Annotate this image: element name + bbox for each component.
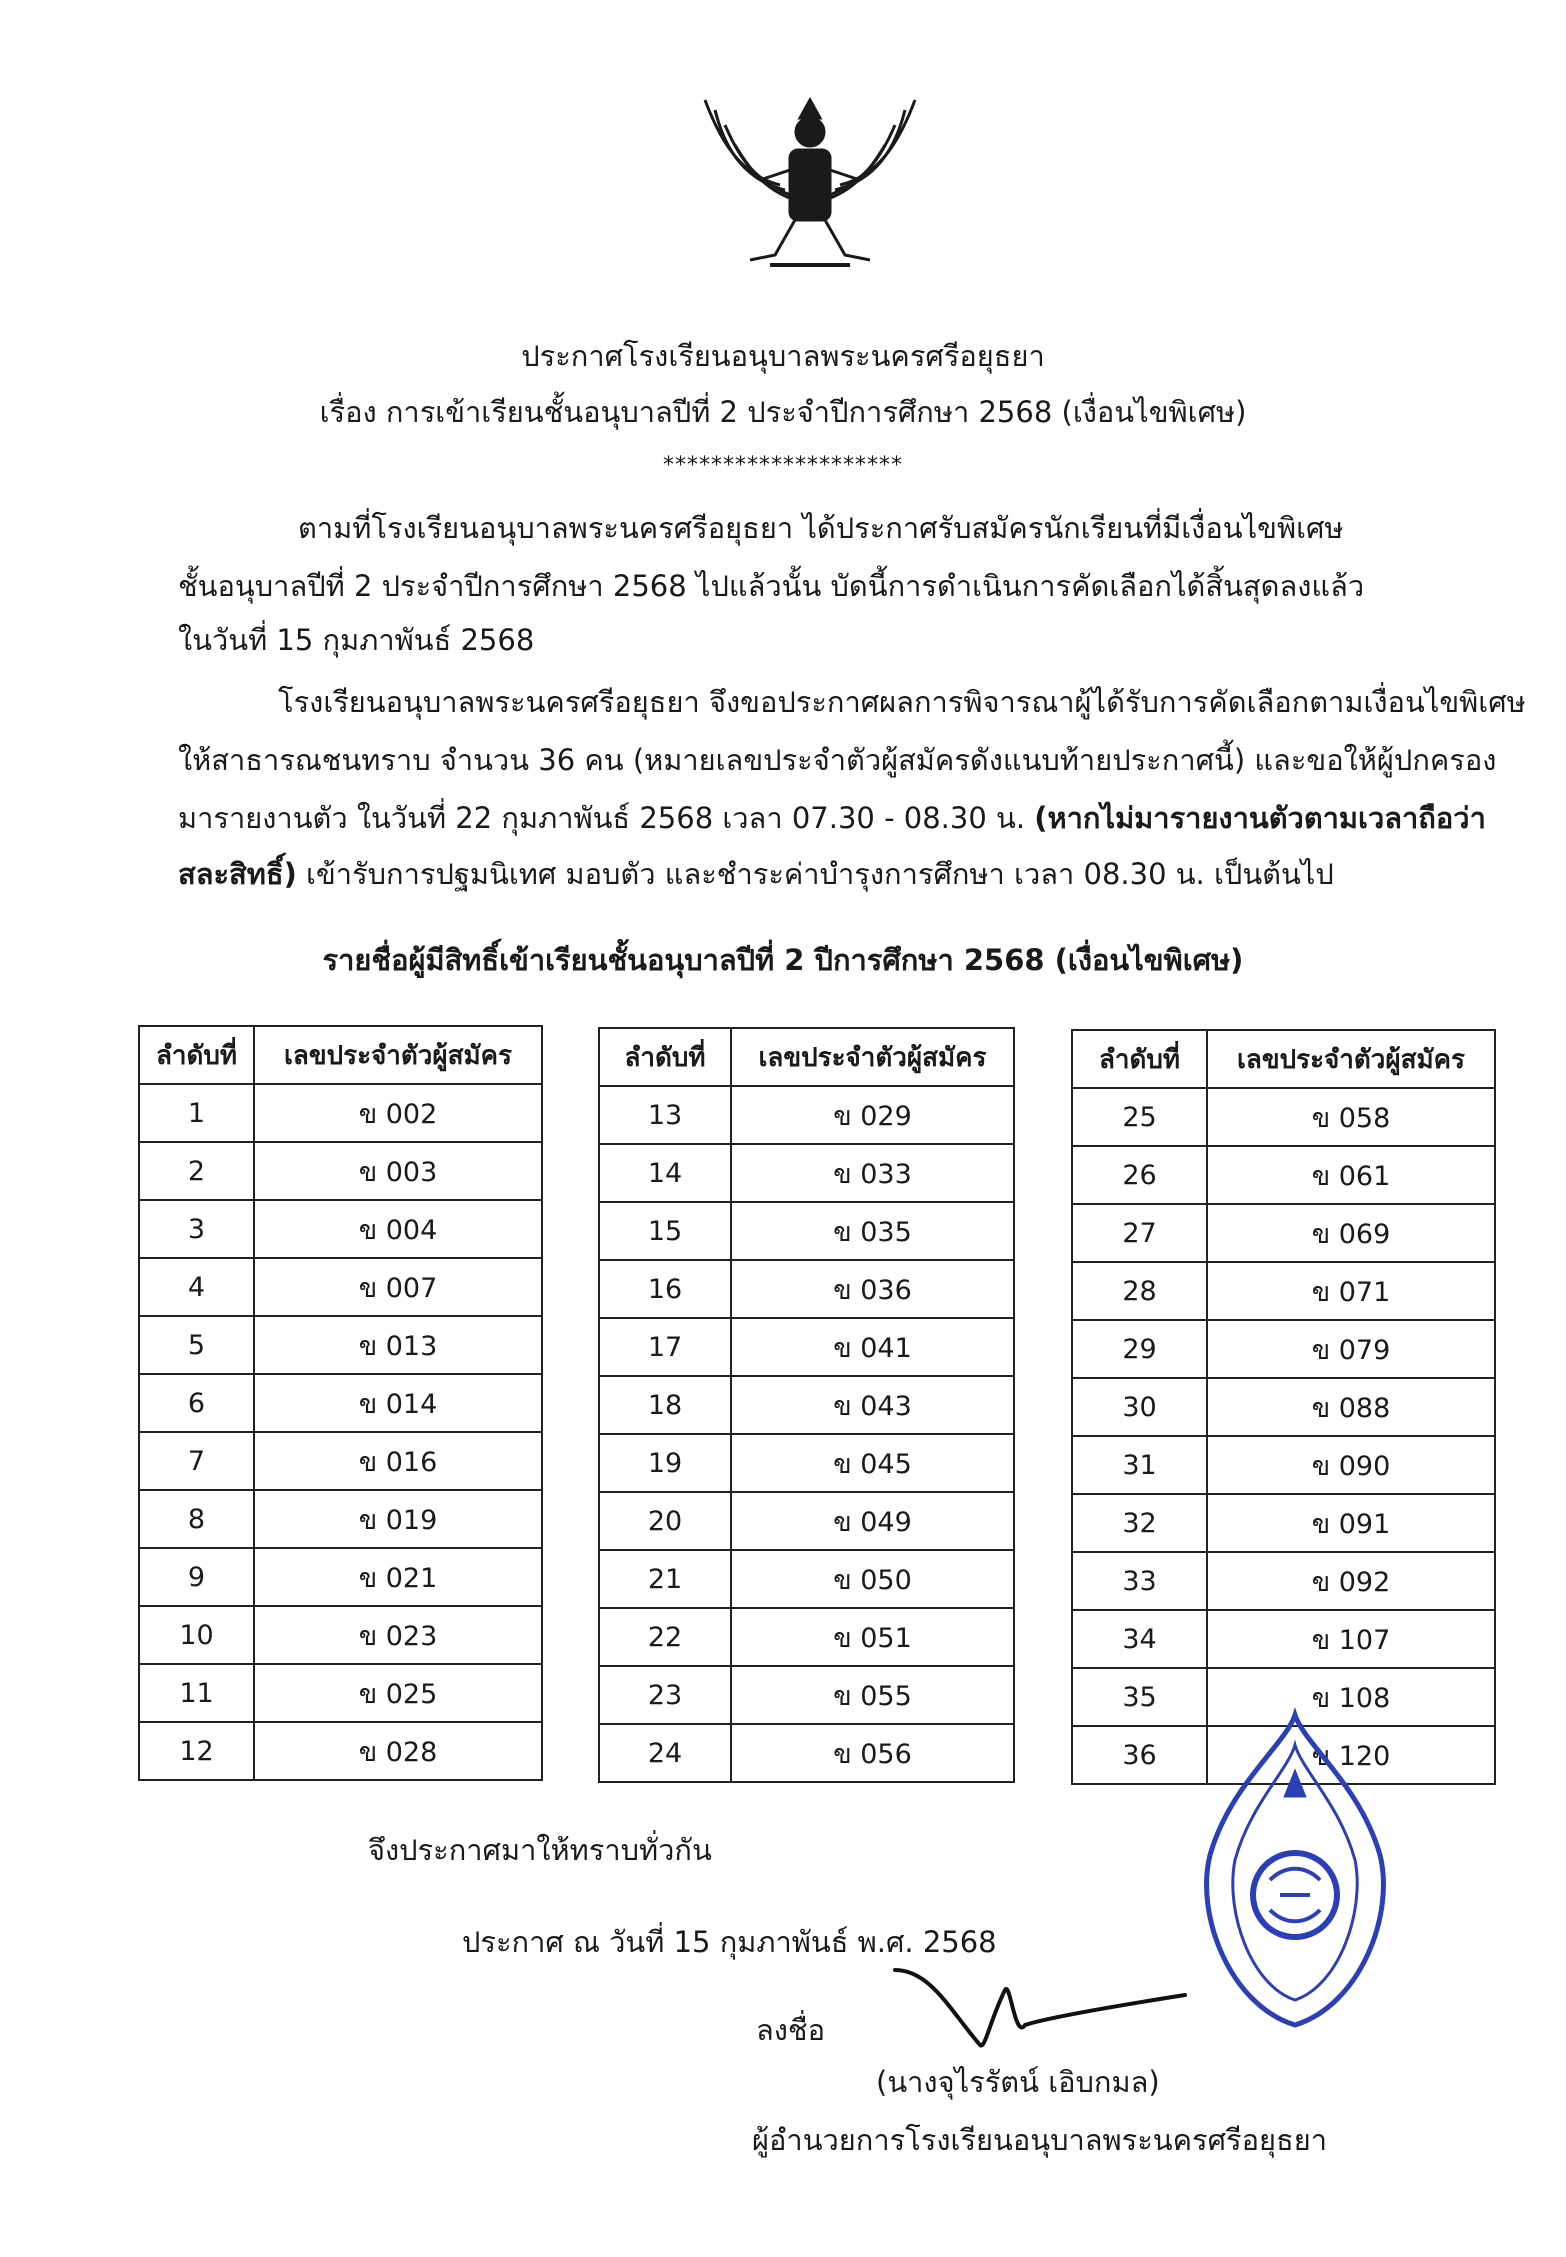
applicant-id-cell: ข 045 bbox=[731, 1434, 1014, 1492]
order-cell: 27 bbox=[1072, 1204, 1207, 1262]
table-row bbox=[139, 1258, 542, 1316]
applicant-id-cell: ข 002 bbox=[254, 1084, 542, 1142]
order-cell: 36 bbox=[1072, 1726, 1207, 1784]
applicant-id-cell: ข 033 bbox=[731, 1144, 1014, 1202]
applicant-id-cell: ข 055 bbox=[731, 1666, 1014, 1724]
applicant-id-header: เลขประจำตัวผู้สมัคร bbox=[254, 1026, 542, 1084]
announcement-subject: เรื่อง การเข้าเรียนชั้นอนุบาลปีที่ 2 ประจำปีการศึกษา 2568 (เงื่อนไขพิเศษ) bbox=[319, 395, 1247, 429]
order-cell: 22 bbox=[599, 1608, 731, 1666]
table-row bbox=[139, 1722, 542, 1780]
order-cell: 35 bbox=[1072, 1668, 1207, 1726]
table-row bbox=[1072, 1320, 1495, 1378]
applicant-id-cell: ข 069 bbox=[1207, 1204, 1495, 1262]
table-row bbox=[139, 1548, 542, 1606]
applicant-id-cell: ข 120 bbox=[1207, 1726, 1495, 1784]
order-cell: 19 bbox=[599, 1434, 731, 1492]
table-row bbox=[599, 1086, 1014, 1144]
table-row bbox=[599, 1260, 1014, 1318]
order-cell: 9 bbox=[139, 1548, 254, 1606]
orientation-text: เข้ารับการปฐมนิเทศ มอบตัว และชำระค่าบำรุงการศึกษา เวลา 08.30 น. เป็นต้นไป bbox=[296, 857, 1334, 891]
table-row bbox=[139, 1200, 542, 1258]
table-row bbox=[139, 1084, 542, 1142]
applicant-id-cell: ข 025 bbox=[254, 1664, 542, 1722]
table-row bbox=[139, 1316, 542, 1374]
table-row bbox=[599, 1492, 1014, 1550]
applicant-id-cell: ข 019 bbox=[254, 1490, 542, 1548]
order-cell: 32 bbox=[1072, 1494, 1207, 1552]
table-row bbox=[139, 1606, 542, 1664]
applicant-id-cell: ข 004 bbox=[254, 1200, 542, 1258]
order-cell: 11 bbox=[139, 1664, 254, 1722]
applicant-id-cell: ข 016 bbox=[254, 1432, 542, 1490]
applicant-id-cell: ข 013 bbox=[254, 1316, 542, 1374]
table-row bbox=[1072, 1494, 1495, 1552]
order-cell: 1 bbox=[139, 1084, 254, 1142]
paragraph-2-line-3 bbox=[178, 798, 1486, 838]
order-cell: 18 bbox=[599, 1376, 731, 1434]
applicant-id-cell: ข 107 bbox=[1207, 1610, 1495, 1668]
order-cell: 33 bbox=[1072, 1552, 1207, 1610]
report-time-text: มารายงานตัว ในวันที่ 22 กุมภาพันธ์ 2568 เวลา 07.30 - 08.30 น. bbox=[178, 801, 1035, 835]
table-row bbox=[599, 1144, 1014, 1202]
order-cell: 34 bbox=[1072, 1610, 1207, 1668]
order-cell: 15 bbox=[599, 1202, 731, 1260]
applicant-id-header: เลขประจำตัวผู้สมัคร bbox=[1207, 1030, 1495, 1088]
order-cell: 24 bbox=[599, 1724, 731, 1782]
signer-name: (นางจุไรรัตน์ เอิบกมล) bbox=[876, 2065, 1160, 2099]
applicant-id-header: เลขประจำตัวผู้สมัคร bbox=[731, 1028, 1014, 1086]
table-row bbox=[1072, 1552, 1495, 1610]
order-header: ลำดับที่ bbox=[599, 1028, 731, 1086]
order-cell: 10 bbox=[139, 1606, 254, 1664]
order-cell: 29 bbox=[1072, 1320, 1207, 1378]
table-row bbox=[599, 1202, 1014, 1260]
school-seal bbox=[1190, 1705, 1400, 2035]
order-header: ลำดับที่ bbox=[139, 1026, 254, 1084]
order-cell: 21 bbox=[599, 1550, 731, 1608]
paragraph-1-line-2: ชั้นอนุบาลปีที่ 2 ประจำปีการศึกษา 2568 ไปแล้วนั้น บัดนี้การดำเนินการคัดเลือกได้สิ้นสุดลงแล้ว bbox=[178, 569, 1365, 603]
roster-table-1 bbox=[138, 1025, 543, 1781]
closing-statement: จึงประกาศมาให้ทราบทั่วกัน bbox=[368, 1833, 712, 1867]
order-cell: 23 bbox=[599, 1666, 731, 1724]
forfeit-warning-end: สละสิทธิ์) bbox=[178, 857, 297, 891]
order-cell: 5 bbox=[139, 1316, 254, 1374]
applicant-id-cell: ข 050 bbox=[731, 1550, 1014, 1608]
paragraph-2-line-2: ให้สาธารณชนทราบ จำนวน 36 คน (หมายเลขประจำตัวผู้สมัครดังแนบท้ายประกาศนี้) และขอให้ผู้ปกครอง bbox=[178, 743, 1497, 777]
order-cell: 17 bbox=[599, 1318, 731, 1376]
signer-title: ผู้อำนวยการโรงเรียนอนุบาลพระนครศรีอยุธยา bbox=[752, 2123, 1327, 2157]
applicant-id-cell: ข 092 bbox=[1207, 1552, 1495, 1610]
table-row bbox=[599, 1724, 1014, 1782]
order-cell: 13 bbox=[599, 1086, 731, 1144]
paragraph-2-line-4 bbox=[178, 854, 1334, 894]
order-cell: 7 bbox=[139, 1432, 254, 1490]
applicant-id-cell: ข 021 bbox=[254, 1548, 542, 1606]
applicant-id-cell: ข 079 bbox=[1207, 1320, 1495, 1378]
announcement-date: ประกาศ ณ วันที่ 15 กุมภาพันธ์ พ.ศ. 2568 bbox=[462, 1925, 997, 1959]
order-cell: 31 bbox=[1072, 1436, 1207, 1494]
order-header: ลำดับที่ bbox=[1072, 1030, 1207, 1088]
table-row bbox=[139, 1490, 542, 1548]
applicant-id-cell: ข 071 bbox=[1207, 1262, 1495, 1320]
order-cell: 3 bbox=[139, 1200, 254, 1258]
applicant-id-cell: ข 041 bbox=[731, 1318, 1014, 1376]
table-row bbox=[139, 1374, 542, 1432]
handwritten-signature bbox=[890, 1950, 1190, 2060]
applicant-id-cell: ข 058 bbox=[1207, 1088, 1495, 1146]
applicant-id-cell: ข 088 bbox=[1207, 1378, 1495, 1436]
paragraph-2-line-1: โรงเรียนอนุบาลพระนครศรีอยุธยา จึงขอประกาศผลการพิจารณาผู้ได้รับการคัดเลือกตามเงื่อนไขพิเศษ bbox=[278, 685, 1526, 719]
forfeit-warning: (หากไม่มารายงานตัวตามเวลาถือว่า bbox=[1034, 801, 1486, 835]
order-cell: 6 bbox=[139, 1374, 254, 1432]
roster-table-2 bbox=[598, 1027, 1015, 1783]
order-cell: 30 bbox=[1072, 1378, 1207, 1436]
announcement-title: ประกาศโรงเรียนอนุบาลพระนครศรีอยุธยา bbox=[521, 339, 1045, 373]
order-cell: 12 bbox=[139, 1722, 254, 1780]
order-cell: 26 bbox=[1072, 1146, 1207, 1204]
applicant-id-cell: ข 036 bbox=[731, 1260, 1014, 1318]
signed-label: ลงชื่อ bbox=[756, 2013, 826, 2047]
table-row bbox=[1072, 1088, 1495, 1146]
order-cell: 4 bbox=[139, 1258, 254, 1316]
order-cell: 20 bbox=[599, 1492, 731, 1550]
applicant-id-cell: ข 056 bbox=[731, 1724, 1014, 1782]
applicant-id-cell: ข 014 bbox=[254, 1374, 542, 1432]
list-title: รายชื่อผู้มีสิทธิ์เข้าเรียนชั้นอนุบาลปีที่ 2 ปีการศึกษา 2568 (เงื่อนไขพิเศษ) bbox=[322, 943, 1244, 977]
applicant-id-cell: ข 007 bbox=[254, 1258, 542, 1316]
separator: ******************** bbox=[663, 453, 903, 478]
applicant-id-cell: ข 108 bbox=[1207, 1668, 1495, 1726]
table-row bbox=[139, 1432, 542, 1490]
table-row bbox=[1072, 1378, 1495, 1436]
table-row bbox=[1072, 1436, 1495, 1494]
applicant-id-cell: ข 023 bbox=[254, 1606, 542, 1664]
order-cell: 2 bbox=[139, 1142, 254, 1200]
applicant-id-cell: ข 090 bbox=[1207, 1436, 1495, 1494]
table-row bbox=[599, 1550, 1014, 1608]
order-cell: 16 bbox=[599, 1260, 731, 1318]
table-row bbox=[599, 1666, 1014, 1724]
applicant-id-cell: ข 051 bbox=[731, 1608, 1014, 1666]
order-cell: 14 bbox=[599, 1144, 731, 1202]
order-cell: 25 bbox=[1072, 1088, 1207, 1146]
table-row bbox=[1072, 1610, 1495, 1668]
applicant-id-cell: ข 028 bbox=[254, 1722, 542, 1780]
table-row bbox=[1072, 1262, 1495, 1320]
table-row bbox=[599, 1376, 1014, 1434]
order-cell: 28 bbox=[1072, 1262, 1207, 1320]
applicant-id-cell: ข 061 bbox=[1207, 1146, 1495, 1204]
table-row bbox=[599, 1318, 1014, 1376]
applicant-id-cell: ข 003 bbox=[254, 1142, 542, 1200]
roster-table-3 bbox=[1071, 1029, 1496, 1785]
applicant-id-cell: ข 035 bbox=[731, 1202, 1014, 1260]
paragraph-1-line-3: ในวันที่ 15 กุมภาพันธ์ 2568 bbox=[178, 623, 535, 657]
table-row bbox=[599, 1608, 1014, 1666]
table-row bbox=[139, 1142, 542, 1200]
table-row bbox=[599, 1434, 1014, 1492]
applicant-id-cell: ข 049 bbox=[731, 1492, 1014, 1550]
table-row bbox=[139, 1664, 542, 1722]
table-row bbox=[1072, 1204, 1495, 1262]
table-row bbox=[1072, 1146, 1495, 1204]
applicant-id-cell: ข 029 bbox=[731, 1086, 1014, 1144]
garuda-emblem bbox=[695, 90, 925, 290]
order-cell: 8 bbox=[139, 1490, 254, 1548]
applicant-id-cell: ข 043 bbox=[731, 1376, 1014, 1434]
applicant-id-cell: ข 091 bbox=[1207, 1494, 1495, 1552]
paragraph-1-line-1: ตามที่โรงเรียนอนุบาลพระนครศรีอยุธยา ได้ประกาศรับสมัครนักเรียนที่มีเงื่อนไขพิเศษ bbox=[298, 511, 1344, 545]
